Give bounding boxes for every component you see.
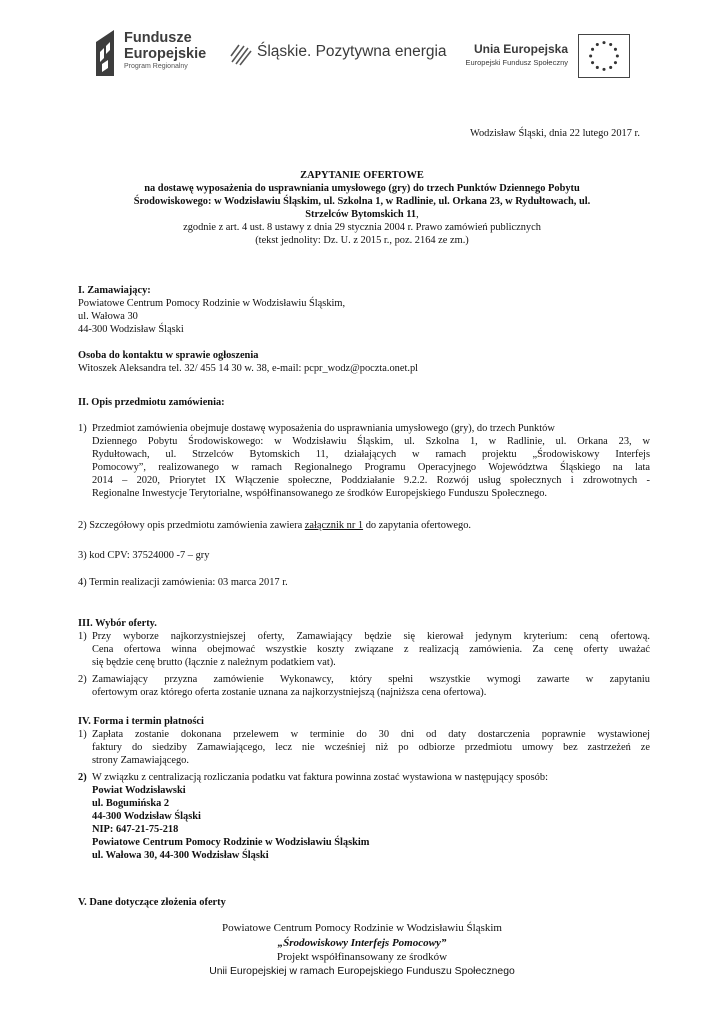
section3-item1-num: 1) <box>78 631 87 642</box>
fe-line2: Europejskie <box>124 46 207 62</box>
footer <box>60 921 664 979</box>
footer-line2: „Środowiskowy Interfejs Pomocowy” <box>277 936 447 949</box>
invoice-line: ul. Wałowa 30, 44-300 Wodzisław Śląski <box>92 850 269 861</box>
s3i2-line: Zamawiający przyzna zamówienie Wykonawcy, który spełni wszystkie wymogi zawarte w zapytaniu <box>92 674 650 685</box>
title-line4-suffix: , <box>416 209 419 220</box>
slaskie-text: Śląskie. Pozytywna energia <box>257 43 447 60</box>
title-line2: na dostawę wyposażenia do usprawniania umysłowego (gry) do trzech Punktów Dziennego Pobytu <box>144 183 580 194</box>
invoice-line: 44-300 Wodzisław Śląski <box>92 811 201 822</box>
ue-line1: Unia Europejska <box>473 42 568 56</box>
s2p2-pre: 2) Szczegółowy opis przedmiotu zamówienia zawiera <box>78 520 303 531</box>
section2-item3: 3) kod CPV: 37524000 -7 – gry <box>78 550 210 561</box>
slaskie-logo <box>229 40 449 70</box>
section1-heading: I. Zamawiający: <box>78 285 151 296</box>
section4-heading: IV. Forma i termin płatności <box>78 716 204 727</box>
section4-item2-num: 2) <box>78 772 87 783</box>
footer-line1: Powiatowe Centrum Pomocy Rodzinie w Wodzisławiu Śląskim <box>221 922 502 934</box>
section4-item1 <box>78 728 650 767</box>
unia-europejska-logo <box>454 34 634 82</box>
section2-item1-num: 1) <box>78 423 87 434</box>
s3i1-line: się będzie cenę brutto (łącznie z należnym podatkiem vat). <box>92 657 336 668</box>
s2p1-line: Przedmiot zamówienia obejmuje dostawę wyposażenia do usprawniania umysłowego (gry), do trzech Punktów <box>92 423 555 434</box>
s2p1-line: 2014 – 2020, Priorytet IX Włączenie społeczne, Poddziałanie 9.2.2. Rozwój usług społecznych i zdrowotnych - <box>92 475 650 486</box>
s2p1-line: Rydułtowach, ul. Strzelców Bytomskich 11, działających w ramach projektu „Środowiskowy Interfejs <box>92 449 650 460</box>
ue-line2: Europejski Fundusz Społeczny <box>465 58 568 67</box>
section2-heading: II. Opis przedmiotu zamówienia: <box>78 397 225 408</box>
section1-org: Powiatowe Centrum Pomocy Rodzinie w Wodzisławiu Śląskim, <box>78 298 346 309</box>
invoice-line: ul. Bogumińska 2 <box>92 798 170 809</box>
section1-street: ul. Wałowa 30 <box>78 311 138 322</box>
section3-item2-num: 2) <box>78 674 87 685</box>
section1-city: 44-300 Wodzisław Śląski <box>78 324 184 335</box>
section3-item1 <box>78 630 650 669</box>
section4-item1-num: 1) <box>78 729 87 740</box>
date-line: Wodzisław Śląski, dnia 22 lutego 2017 r. <box>469 128 640 139</box>
s2p1-line: Regionalne Inwestycje Terytorialne, współfinansowanego ze środków Europejskiego Funduszu Społecznego. <box>92 488 548 499</box>
section5-heading: V. Dane dotyczące złożenia oferty <box>78 897 226 908</box>
footer-line3: Projekt współfinansowany ze środków <box>276 951 448 963</box>
s2p2-post: do zapytania ofertowego. <box>365 520 471 531</box>
s4i1-line: strony Zamawiającego. <box>92 755 189 766</box>
title-block <box>70 169 654 247</box>
s3i1-line: Cena ofertowa winna obejmować wszystkie koszty związane z realizacją zamówienia. Za cenę oferty uważać <box>92 644 650 655</box>
s2p1-line: Dziennego Pobytu Środowiskowego: w Wodzisławiu Śląskim, ul. Szkolna 1, w Radlinie, ul. Orkana 23, w <box>92 436 650 447</box>
invoice-line: Powiatowe Centrum Pomocy Rodzinie w Wodzisławiu Śląskim <box>92 837 370 848</box>
invoice-line: Powiat Wodzisławski <box>92 785 186 796</box>
s4i1-line: Zapłata zostanie dokonana przelewem w terminie do 30 dni od daty dostarczenia poprawnie wystawionej <box>92 729 650 740</box>
s3i2-line: ofertowym oraz którego oferta zostanie uznana za najkorzystniejszą (najniższa cena ofertowa). <box>92 687 487 698</box>
section2-item4: 4) Termin realizacji zamówienia: 03 marca 2017 r. <box>78 577 288 588</box>
section2-item1 <box>78 422 650 500</box>
section3-heading: III. Wybór oferty. <box>78 618 157 629</box>
title-line4: Strzelców Bytomskich 11 <box>305 209 417 220</box>
invoice-address <box>92 784 650 862</box>
slaskie-icon <box>229 42 253 66</box>
s3i1-line: Przy wyborze najkorzystniejszej oferty, Zamawiający będzie się kierował jedynym kryterium: ceną ofertową. <box>92 631 650 642</box>
section3-item2 <box>78 673 650 699</box>
section4-item2 <box>78 771 650 862</box>
zalacznik-link[interactable]: załącznik nr 1 <box>304 520 364 531</box>
fundusze-europejskie-icon <box>94 28 118 78</box>
eu-flag-icon <box>578 34 630 78</box>
title-line6: (tekst jednolity: Dz. U. z 2015 r., poz. 2164 ze zm.) <box>255 235 469 246</box>
title-line5: zgodnie z art. 4 ust. 8 ustawy z dnia 29 stycznia 2004 r. Prawo zamówień publicznych <box>183 222 541 233</box>
contact-heading: Osoba do kontaktu w sprawie ogłoszenia <box>78 350 259 361</box>
title-line3: Środowiskowego: w Wodzisławiu Śląskim, ul. Szkolna 1, w Radlinie, ul. Orkana 23, w Rydułtowach, ul. <box>133 196 591 207</box>
s4i2-line: W związku z centralizacją rozliczania podatku vat faktura powinna zostać wystawiona w następujący sposób: <box>92 772 548 783</box>
fundusze-europejskie-logo <box>94 28 214 84</box>
invoice-line: NIP: 647-21-75-218 <box>92 824 179 835</box>
title-heading: ZAPYTANIE OFERTOWE <box>300 170 424 181</box>
s4i1-line: faktury do siedziby Zamawiającego, lecz nie wcześniej niż po odbiorze przedmiotu umowy bez zastrzeżeń ze <box>92 742 650 753</box>
fe-line1: Fundusze <box>124 30 192 46</box>
section2-item2 <box>78 519 471 532</box>
s2p1-line: Pomocowy”, realizowanego w ramach Regionalnego Programu Operacyjnego Województwa Śląskiego na lata <box>92 462 650 473</box>
section-zamawiajacy <box>78 284 648 375</box>
contact-line: Witoszek Aleksandra tel. 32/ 455 14 30 w. 38, e-mail: pcpr_wodz@poczta.onet.pl <box>78 363 419 374</box>
footer-line4: Unii Europejskiej w ramach Europejskiego Funduszu Społecznego <box>209 965 515 977</box>
fe-line3: Program Regionalny <box>124 63 188 70</box>
